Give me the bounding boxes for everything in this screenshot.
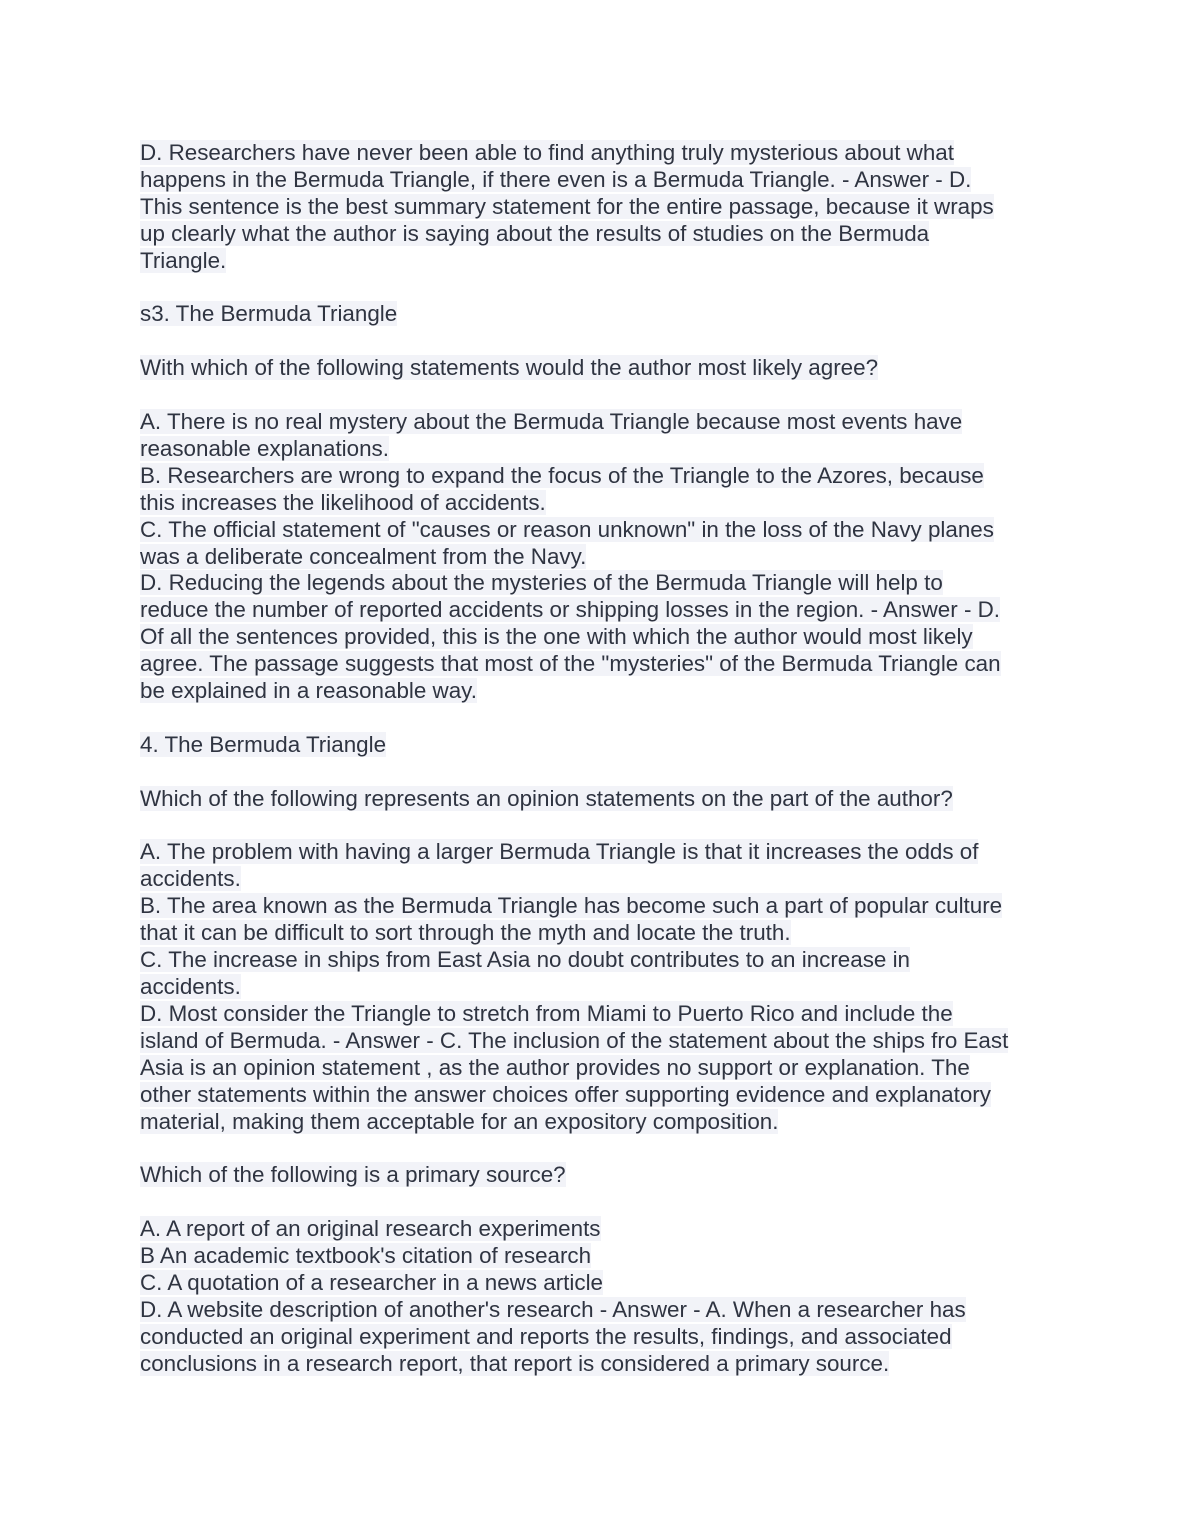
text-line bbox=[140, 597, 1055, 624]
line-text: accidents. bbox=[140, 974, 241, 999]
text-line bbox=[140, 1162, 1055, 1189]
line-text: C. A quotation of a researcher in a news article bbox=[140, 1269, 603, 1295]
text-line bbox=[140, 893, 1055, 920]
text-line bbox=[140, 732, 1055, 759]
q2-choice-d-answer bbox=[140, 140, 1055, 275]
line-text: D. Researchers have never been able to find anything truly mysterious about what bbox=[140, 140, 954, 165]
line-text: A. A report of an original research experiments bbox=[140, 1216, 601, 1242]
line-text: island of Bermuda. - Answer - C. The inclusion of the statement about the ships fro East bbox=[140, 1027, 1009, 1053]
line-text: was a deliberate concealment from the Navy. bbox=[140, 543, 587, 569]
line-text: happens in the Bermuda Triangle, if there even is a Bermuda Triangle. - Answer - D. bbox=[140, 166, 972, 192]
line-text: Asia is an opinion statement , as the author provides no support or explanation. The bbox=[140, 1054, 970, 1080]
text-line bbox=[140, 248, 1055, 275]
line-text: be explained in a reasonable way. bbox=[140, 678, 477, 704]
text-line bbox=[140, 1001, 1055, 1028]
text-line bbox=[140, 1297, 1055, 1324]
line-text: agree. The passage suggests that most of the "mysteries" of the Bermuda Triangle can bbox=[140, 651, 1001, 677]
q3-question bbox=[140, 355, 1055, 382]
text-line bbox=[140, 355, 1055, 382]
text-line bbox=[140, 678, 1055, 705]
text-line bbox=[140, 786, 1055, 813]
line-text: conducted an original experiment and reports the results, findings, and associated bbox=[140, 1323, 952, 1349]
line-text: B. Researchers are wrong to expand the focus of the Triangle to the Azores, because bbox=[140, 462, 984, 488]
line-text: material, making them acceptable for an expository composition. bbox=[140, 1108, 779, 1134]
text-line bbox=[140, 194, 1055, 221]
q5-question bbox=[140, 1162, 1055, 1189]
text-line bbox=[140, 1055, 1055, 1082]
text-line bbox=[140, 920, 1055, 947]
line-text: A. The problem with having a larger Bermuda Triangle is that it increases the odds of bbox=[140, 839, 979, 865]
text-line bbox=[140, 974, 1055, 1001]
text-line bbox=[140, 866, 1055, 893]
text-line bbox=[140, 839, 1055, 866]
text-line bbox=[140, 1082, 1055, 1109]
text-line bbox=[140, 436, 1055, 463]
document-page bbox=[140, 140, 1055, 1404]
text-line bbox=[140, 490, 1055, 517]
text-line bbox=[140, 651, 1055, 678]
q3-choices bbox=[140, 409, 1055, 705]
q4-question bbox=[140, 786, 1055, 813]
line-text: other statements within the answer choices offer supporting evidence and explanatory bbox=[140, 1081, 991, 1107]
line-text: A. There is no real mystery about the Bermuda Triangle because most events have bbox=[140, 409, 963, 435]
line-text: s3. The Bermuda Triangle bbox=[140, 301, 398, 327]
text-line bbox=[140, 301, 1055, 328]
line-text: up clearly what the author is saying about the results of studies on the Bermuda bbox=[140, 220, 930, 246]
text-line bbox=[140, 544, 1055, 571]
text-line bbox=[140, 570, 1055, 597]
text-line bbox=[140, 1109, 1055, 1136]
line-text: This sentence is the best summary statement for the entire passage, because it wraps bbox=[140, 193, 994, 219]
text-line bbox=[140, 221, 1055, 248]
q4-choices bbox=[140, 839, 1055, 1135]
line-text: With which of the following statements would the author most likely agree? bbox=[140, 355, 879, 381]
line-text: accidents. bbox=[140, 866, 241, 892]
line-text: Of all the sentences provided, this is the one with which the author would most likely bbox=[140, 624, 973, 650]
line-text: this increases the likelihood of accidents. bbox=[140, 489, 546, 515]
line-text: C. The official statement of "causes or reason unknown" in the loss of the Navy planes bbox=[140, 516, 994, 542]
line-text: reduce the number of reported accidents or shipping losses in the region. - Answer - D. bbox=[140, 597, 1001, 623]
q3-heading bbox=[140, 301, 1055, 328]
text-line bbox=[140, 1243, 1055, 1270]
text-line bbox=[140, 409, 1055, 436]
line-text: B. The area known as the Bermuda Triangle has become such a part of popular culture bbox=[140, 893, 1003, 919]
line-text: D. Most consider the Triangle to stretch from Miami to Puerto Rico and include the bbox=[140, 1000, 953, 1026]
line-text: D. Reducing the legends about the mysteries of the Bermuda Triangle will help to bbox=[140, 570, 943, 596]
text-line bbox=[140, 517, 1055, 544]
line-text: that it can be difficult to sort through the myth and locate the truth. bbox=[140, 920, 791, 946]
line-text: Triangle. bbox=[140, 247, 227, 273]
line-text: conclusions in a research report, that report is considered a primary source. bbox=[140, 1350, 890, 1376]
text-line bbox=[140, 1324, 1055, 1351]
line-text: C. The increase in ships from East Asia no doubt contributes to an increase in bbox=[140, 947, 910, 973]
line-text: D. A website description of another's research - Answer - A. When a researcher has bbox=[140, 1296, 966, 1322]
text-line bbox=[140, 1028, 1055, 1055]
line-text: B An academic textbook's citation of research bbox=[140, 1243, 592, 1269]
line-text: Which of the following represents an opinion statements on the part of the author? bbox=[140, 785, 953, 811]
text-line bbox=[140, 1270, 1055, 1297]
text-line bbox=[140, 140, 1055, 167]
line-text: reasonable explanations. bbox=[140, 435, 389, 461]
line-text: Which of the following is a primary source? bbox=[140, 1162, 566, 1188]
text-line bbox=[140, 1351, 1055, 1378]
q5-choices bbox=[140, 1216, 1055, 1377]
text-line bbox=[140, 463, 1055, 490]
q4-heading bbox=[140, 732, 1055, 759]
text-line bbox=[140, 624, 1055, 651]
text-line bbox=[140, 947, 1055, 974]
text-line bbox=[140, 1216, 1055, 1243]
line-text: 4. The Bermuda Triangle bbox=[140, 731, 387, 757]
text-line bbox=[140, 167, 1055, 194]
